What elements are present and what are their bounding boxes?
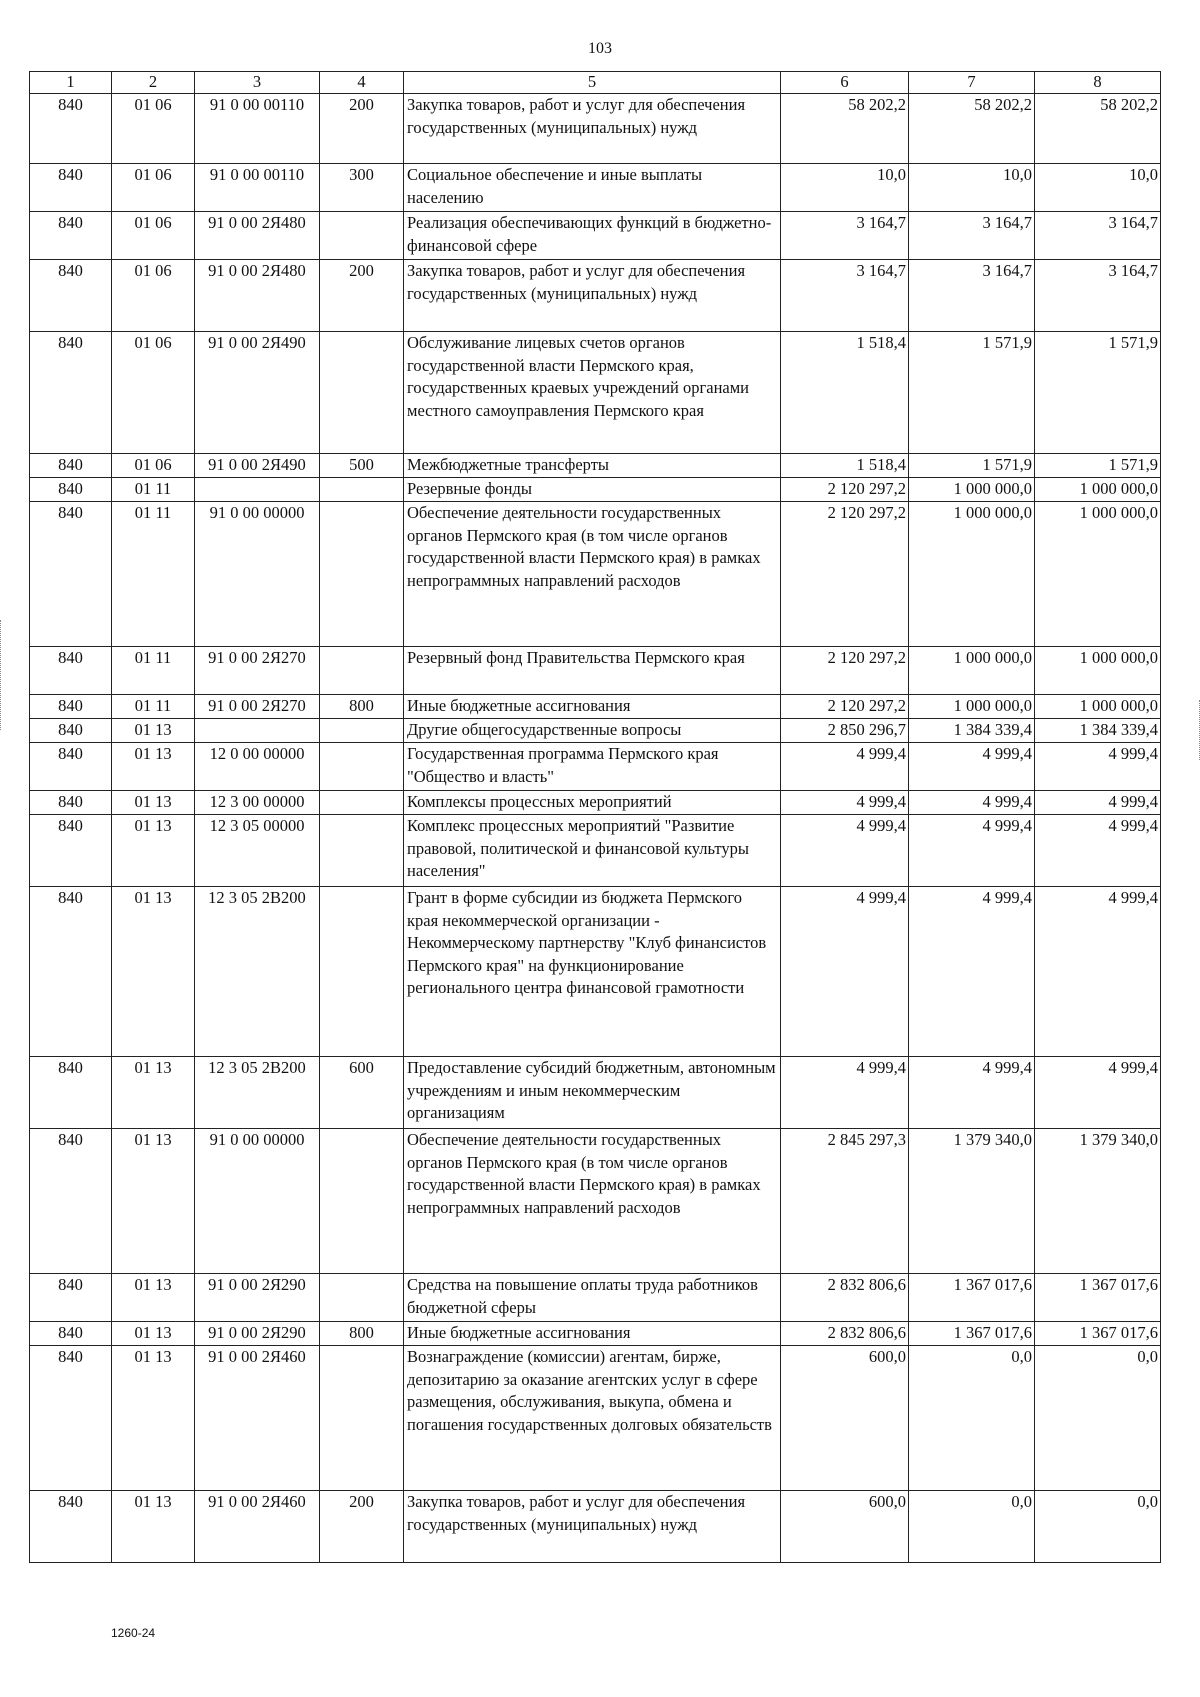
table-row	[30, 719, 1161, 743]
ministry-code-cell: 840	[30, 791, 112, 815]
amount-col8-cell: 10,0	[1035, 164, 1161, 212]
target-article-cell: 91 0 00 2Я290	[195, 1274, 320, 1322]
amount-col7-cell: 1 000 000,0	[909, 502, 1035, 647]
table-row	[30, 791, 1161, 815]
table-row	[30, 1129, 1161, 1274]
amount-col8-cell: 1 000 000,0	[1035, 647, 1161, 695]
expense-type-cell	[320, 502, 404, 647]
section-code-cell: 01 06	[112, 332, 195, 454]
section-code-cell: 01 13	[112, 1057, 195, 1129]
item-name-cell: Обеспечение деятельности государственных органов Пермского края (в том числе органов государственной власти Пермского края) в рамках непрограммных направлений расходов	[404, 1129, 781, 1274]
table-row	[30, 332, 1161, 454]
ministry-code-cell: 840	[30, 719, 112, 743]
table-row	[30, 502, 1161, 647]
expense-type-cell	[320, 791, 404, 815]
section-code-cell: 01 11	[112, 478, 195, 502]
table-row	[30, 1346, 1161, 1491]
amount-col7-cell: 1 000 000,0	[909, 478, 1035, 502]
item-name-cell: Комплексы процессных мероприятий	[404, 791, 781, 815]
ministry-code-cell: 840	[30, 94, 112, 164]
section-code-cell: 01 13	[112, 1322, 195, 1346]
section-code-cell: 01 13	[112, 1346, 195, 1491]
target-article-cell: 91 0 00 2Я490	[195, 454, 320, 478]
amount-col7-cell: 58 202,2	[909, 94, 1035, 164]
amount-col7-cell: 1 000 000,0	[909, 647, 1035, 695]
table-row	[30, 647, 1161, 695]
expense-type-cell: 200	[320, 1491, 404, 1563]
amount-col6-cell: 4 999,4	[781, 743, 909, 791]
amount-col7-cell: 1 379 340,0	[909, 1129, 1035, 1274]
amount-col8-cell: 3 164,7	[1035, 260, 1161, 332]
expense-type-cell	[320, 1346, 404, 1491]
amount-col6-cell: 1 518,4	[781, 454, 909, 478]
amount-col6-cell: 3 164,7	[781, 212, 909, 260]
section-code-cell: 01 06	[112, 164, 195, 212]
item-name-cell: Обеспечение деятельности государственных органов Пермского края (в том числе органов государственной власти Пермского края) в рамках непрограммных направлений расходов	[404, 502, 781, 647]
section-code-cell: 01 13	[112, 743, 195, 791]
item-name-cell: Иные бюджетные ассигнования	[404, 695, 781, 719]
ministry-code-cell: 840	[30, 1057, 112, 1129]
scan-edge-mark-left	[0, 620, 7, 730]
scan-edge-mark-right	[1193, 700, 1200, 760]
amount-col8-cell: 4 999,4	[1035, 815, 1161, 887]
ministry-code-cell: 840	[30, 212, 112, 260]
target-article-cell: 12 3 05 2В200	[195, 1057, 320, 1129]
target-article-cell: 91 0 00 2Я460	[195, 1346, 320, 1491]
section-code-cell: 01 13	[112, 815, 195, 887]
amount-col7-cell: 4 999,4	[909, 1057, 1035, 1129]
ministry-code-cell: 840	[30, 454, 112, 478]
target-article-cell: 91 0 00 2Я480	[195, 260, 320, 332]
ministry-code-cell: 840	[30, 478, 112, 502]
item-name-cell: Вознаграждение (комиссии) агентам, бирже, депозитарию за оказание агентских услуг в сфере размещения, обслуживания, выкупа, обмена и погашения государственных долговых обязательств	[404, 1346, 781, 1491]
table-row	[30, 815, 1161, 887]
target-article-cell: 91 0 00 2Я270	[195, 647, 320, 695]
ministry-code-cell: 840	[30, 743, 112, 791]
section-code-cell: 01 13	[112, 791, 195, 815]
column-header-2: 2	[112, 72, 195, 94]
column-header-4: 4	[320, 72, 404, 94]
column-number-row	[30, 72, 1161, 94]
expense-type-cell	[320, 647, 404, 695]
target-article-cell: 91 0 00 2Я270	[195, 695, 320, 719]
page-number: 103	[588, 40, 612, 57]
target-article-cell: 91 0 00 00110	[195, 164, 320, 212]
ministry-code-cell: 840	[30, 815, 112, 887]
target-article-cell: 91 0 00 00000	[195, 1129, 320, 1274]
target-article-cell: 91 0 00 2Я290	[195, 1322, 320, 1346]
amount-col7-cell: 4 999,4	[909, 743, 1035, 791]
expense-type-cell	[320, 478, 404, 502]
ministry-code-cell: 840	[30, 502, 112, 647]
target-article-cell: 12 0 00 00000	[195, 743, 320, 791]
column-header-8: 8	[1035, 72, 1161, 94]
amount-col6-cell: 1 518,4	[781, 332, 909, 454]
section-code-cell: 01 13	[112, 1491, 195, 1563]
amount-col8-cell: 4 999,4	[1035, 743, 1161, 791]
section-code-cell: 01 11	[112, 695, 195, 719]
expense-type-cell	[320, 332, 404, 454]
target-article-cell: 91 0 00 2Я480	[195, 212, 320, 260]
item-name-cell: Комплекс процессных мероприятий "Развитие правовой, политической и финансовой культуры населения"	[404, 815, 781, 887]
section-code-cell: 01 13	[112, 1274, 195, 1322]
item-name-cell: Грант в форме субсидии из бюджета Пермского края некоммерческой организации - Некоммерческому партнерству "Клуб финансистов Пермского края" на функционирование регионального центра финансовой грамотности	[404, 887, 781, 1057]
table-row	[30, 260, 1161, 332]
item-name-cell: Закупка товаров, работ и услуг для обеспечения государственных (муниципальных) нужд	[404, 1491, 781, 1563]
table-row	[30, 94, 1161, 164]
expense-type-cell	[320, 719, 404, 743]
amount-col6-cell: 10,0	[781, 164, 909, 212]
item-name-cell: Резервные фонды	[404, 478, 781, 502]
section-code-cell: 01 11	[112, 502, 195, 647]
expense-type-cell	[320, 1274, 404, 1322]
target-article-cell: 91 0 00 00110	[195, 94, 320, 164]
amount-col6-cell: 4 999,4	[781, 887, 909, 1057]
section-code-cell: 01 06	[112, 454, 195, 478]
target-article-cell: 12 3 05 00000	[195, 815, 320, 887]
table-row	[30, 1491, 1161, 1563]
expense-type-cell	[320, 815, 404, 887]
table-row	[30, 695, 1161, 719]
amount-col7-cell: 4 999,4	[909, 815, 1035, 887]
item-name-cell: Иные бюджетные ассигнования	[404, 1322, 781, 1346]
amount-col8-cell: 1 571,9	[1035, 454, 1161, 478]
expense-type-cell	[320, 1129, 404, 1274]
target-article-cell: 91 0 00 2Я460	[195, 1491, 320, 1563]
amount-col8-cell: 1 571,9	[1035, 332, 1161, 454]
amount-col8-cell: 0,0	[1035, 1491, 1161, 1563]
ministry-code-cell: 840	[30, 1491, 112, 1563]
table-row	[30, 164, 1161, 212]
table-row	[30, 212, 1161, 260]
section-code-cell: 01 11	[112, 647, 195, 695]
table-body	[30, 94, 1161, 1563]
amount-col6-cell: 3 164,7	[781, 260, 909, 332]
amount-col8-cell: 1 379 340,0	[1035, 1129, 1161, 1274]
expense-type-cell: 200	[320, 260, 404, 332]
amount-col7-cell: 3 164,7	[909, 212, 1035, 260]
expense-type-cell: 500	[320, 454, 404, 478]
ministry-code-cell: 840	[30, 647, 112, 695]
expense-type-cell: 200	[320, 94, 404, 164]
item-name-cell: Закупка товаров, работ и услуг для обеспечения государственных (муниципальных) нужд	[404, 260, 781, 332]
amount-col6-cell: 4 999,4	[781, 1057, 909, 1129]
amount-col6-cell: 2 120 297,2	[781, 647, 909, 695]
target-article-cell: 12 3 05 2В200	[195, 887, 320, 1057]
table-row	[30, 478, 1161, 502]
amount-col7-cell: 10,0	[909, 164, 1035, 212]
item-name-cell: Предоставление субсидий бюджетным, автономным учреждениям и иным некоммерческим организациям	[404, 1057, 781, 1129]
section-code-cell: 01 13	[112, 887, 195, 1057]
amount-col7-cell: 1 571,9	[909, 332, 1035, 454]
amount-col7-cell: 1 000 000,0	[909, 695, 1035, 719]
amount-col6-cell: 4 999,4	[781, 815, 909, 887]
expense-type-cell: 800	[320, 695, 404, 719]
expense-type-cell: 800	[320, 1322, 404, 1346]
expense-type-cell: 300	[320, 164, 404, 212]
amount-col8-cell: 3 164,7	[1035, 212, 1161, 260]
amount-col8-cell: 1 367 017,6	[1035, 1274, 1161, 1322]
document-code: 1260-24	[111, 1626, 156, 1640]
amount-col7-cell: 3 164,7	[909, 260, 1035, 332]
item-name-cell: Обслуживание лицевых счетов органов государственной власти Пермского края, государственных краевых учреждений органами местного самоуправления Пермского края	[404, 332, 781, 454]
ministry-code-cell: 840	[30, 695, 112, 719]
amount-col8-cell: 1 384 339,4	[1035, 719, 1161, 743]
ministry-code-cell: 840	[30, 260, 112, 332]
amount-col7-cell: 1 367 017,6	[909, 1322, 1035, 1346]
ministry-code-cell: 840	[30, 887, 112, 1057]
expense-type-cell	[320, 887, 404, 1057]
item-name-cell: Другие общегосударственные вопросы	[404, 719, 781, 743]
amount-col7-cell: 0,0	[909, 1491, 1035, 1563]
amount-col8-cell: 4 999,4	[1035, 887, 1161, 1057]
section-code-cell: 01 06	[112, 94, 195, 164]
amount-col6-cell: 2 832 806,6	[781, 1322, 909, 1346]
section-code-cell: 01 06	[112, 212, 195, 260]
expense-type-cell	[320, 212, 404, 260]
amount-col7-cell: 1 571,9	[909, 454, 1035, 478]
amount-col6-cell: 4 999,4	[781, 791, 909, 815]
table-row	[30, 887, 1161, 1057]
ministry-code-cell: 840	[30, 1129, 112, 1274]
column-header-6: 6	[781, 72, 909, 94]
item-name-cell: Резервный фонд Правительства Пермского края	[404, 647, 781, 695]
amount-col6-cell: 600,0	[781, 1491, 909, 1563]
table-row	[30, 1322, 1161, 1346]
ministry-code-cell: 840	[30, 1322, 112, 1346]
amount-col6-cell: 2 832 806,6	[781, 1274, 909, 1322]
amount-col7-cell: 0,0	[909, 1346, 1035, 1491]
section-code-cell: 01 13	[112, 719, 195, 743]
column-header-7: 7	[909, 72, 1035, 94]
amount-col7-cell: 1 384 339,4	[909, 719, 1035, 743]
item-name-cell: Межбюджетные трансферты	[404, 454, 781, 478]
amount-col6-cell: 2 120 297,2	[781, 502, 909, 647]
amount-col7-cell: 4 999,4	[909, 791, 1035, 815]
section-code-cell: 01 06	[112, 260, 195, 332]
target-article-cell: 91 0 00 00000	[195, 502, 320, 647]
ministry-code-cell: 840	[30, 1346, 112, 1491]
ministry-code-cell: 840	[30, 1274, 112, 1322]
amount-col8-cell: 1 000 000,0	[1035, 502, 1161, 647]
amount-col8-cell: 58 202,2	[1035, 94, 1161, 164]
column-header-3: 3	[195, 72, 320, 94]
amount-col6-cell: 2 120 297,2	[781, 695, 909, 719]
item-name-cell: Средства на повышение оплаты труда работников бюджетной сферы	[404, 1274, 781, 1322]
amount-col7-cell: 4 999,4	[909, 887, 1035, 1057]
item-name-cell: Реализация обеспечивающих функций в бюджетно-финансовой сфере	[404, 212, 781, 260]
table-row	[30, 454, 1161, 478]
column-header-5: 5	[404, 72, 781, 94]
table-row	[30, 1274, 1161, 1322]
section-code-cell: 01 13	[112, 1129, 195, 1274]
amount-col8-cell: 0,0	[1035, 1346, 1161, 1491]
expense-type-cell: 600	[320, 1057, 404, 1129]
amount-col8-cell: 1 000 000,0	[1035, 695, 1161, 719]
amount-col8-cell: 4 999,4	[1035, 791, 1161, 815]
table-row	[30, 743, 1161, 791]
amount-col6-cell: 58 202,2	[781, 94, 909, 164]
amount-col6-cell: 2 120 297,2	[781, 478, 909, 502]
amount-col7-cell: 1 367 017,6	[909, 1274, 1035, 1322]
amount-col6-cell: 600,0	[781, 1346, 909, 1491]
item-name-cell: Социальное обеспечение и иные выплаты населению	[404, 164, 781, 212]
item-name-cell: Закупка товаров, работ и услуг для обеспечения государственных (муниципальных) нужд	[404, 94, 781, 164]
column-header-1: 1	[30, 72, 112, 94]
ministry-code-cell: 840	[30, 332, 112, 454]
target-article-cell	[195, 478, 320, 502]
ministry-code-cell: 840	[30, 164, 112, 212]
budget-table	[29, 71, 1161, 1563]
target-article-cell: 91 0 00 2Я490	[195, 332, 320, 454]
amount-col8-cell: 4 999,4	[1035, 1057, 1161, 1129]
expense-type-cell	[320, 743, 404, 791]
target-article-cell: 12 3 00 00000	[195, 791, 320, 815]
amount-col8-cell: 1 000 000,0	[1035, 478, 1161, 502]
table-row	[30, 1057, 1161, 1129]
item-name-cell: Государственная программа Пермского края "Общество и власть"	[404, 743, 781, 791]
amount-col6-cell: 2 845 297,3	[781, 1129, 909, 1274]
amount-col6-cell: 2 850 296,7	[781, 719, 909, 743]
target-article-cell	[195, 719, 320, 743]
amount-col8-cell: 1 367 017,6	[1035, 1322, 1161, 1346]
